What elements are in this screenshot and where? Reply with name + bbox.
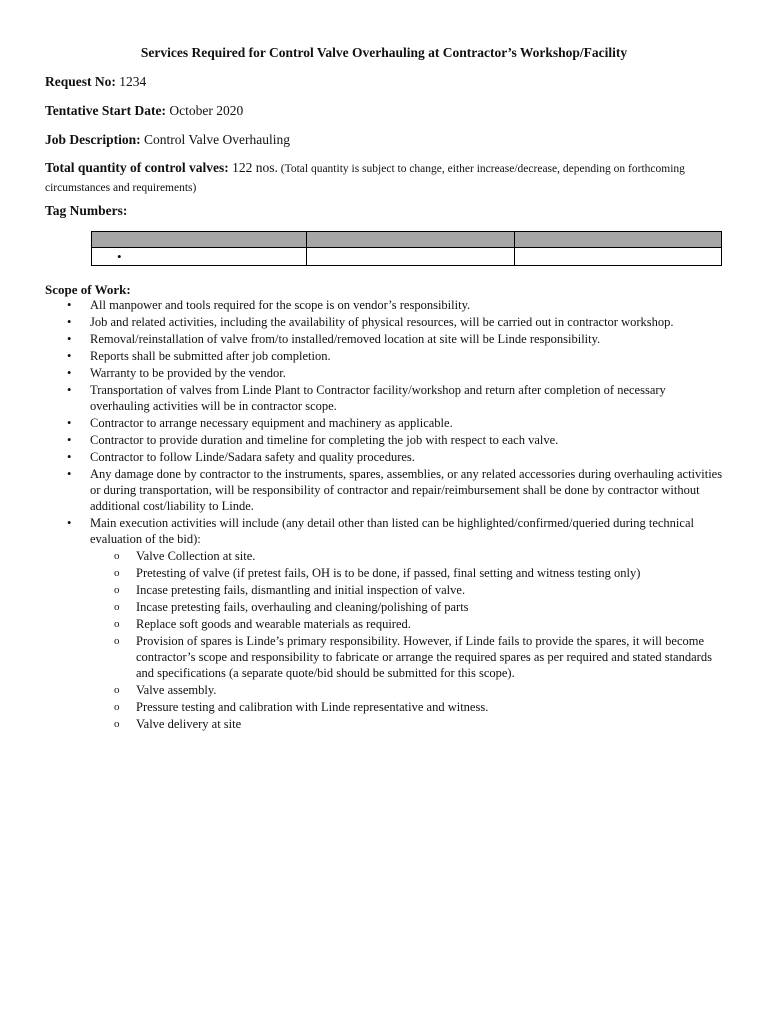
execution-item: o Incase pretesting fails, dismantling and initial inspection of valve. (90, 582, 725, 598)
tag-table-header-cell (307, 232, 515, 248)
tag-table-header-cell (515, 232, 722, 248)
request-no (45, 74, 146, 90)
execution-item: o Valve assembly. (90, 682, 725, 698)
execution-item: o Pretesting of valve (if pretest fails, OH is to be done, if passed, final setting and witness testing only) (90, 565, 725, 581)
tag-table-cell (92, 248, 307, 266)
job-description-value: Control Valve Overhauling (140, 132, 290, 147)
total-quantity (45, 159, 735, 197)
scope-item: • All manpower and tools required for the scope is on vendor’s responsibility. (45, 297, 725, 313)
document-title: Services Required for Control Valve Overhauling at Contractor’s Workshop/Facility (140, 45, 628, 60)
execution-item: o Incase pretesting fails, overhauling and cleaning/polishing of parts (90, 599, 725, 615)
total-quantity-label: Total quantity of control valves: (45, 160, 233, 175)
total-quantity-value: 122 nos. (232, 160, 278, 175)
scope-item: • Any damage done by contractor to the instruments, spares, assemblies, or any related accessories during overhauling activities or during transportation, will be responsibility of contractor and repair/reimbursement shall be done by contractor without additional cost/liability to Linde. (45, 466, 725, 514)
scope-item: • Contractor to arrange necessary equipment and machinery as applicable. (45, 415, 725, 431)
scope-item-text: Main execution activities will include (any detail other than listed can be highlighted/confirmed/queried during technical evaluation of the bid): (90, 516, 694, 546)
scope-item: • Warranty to be provided by the vendor. (45, 365, 725, 381)
scope-item: • Contractor to follow Linde/Sadara safety and quality procedures. (45, 449, 725, 465)
execution-item: o Replace soft goods and wearable materials as required. (90, 616, 725, 632)
start-date (45, 103, 243, 119)
scope-item: • Removal/reinstallation of valve from/to installed/removed location at site will be Linde responsibility. (45, 331, 725, 347)
tag-numbers-label: Tag Numbers: (45, 203, 128, 218)
job-description-label: Job Description: (45, 132, 141, 147)
start-date-label: Tentative Start Date: (45, 103, 166, 118)
scope-list (45, 297, 725, 733)
scope-item-execution (45, 515, 725, 732)
execution-item: o Valve Collection at site. (90, 548, 725, 564)
execution-list (90, 548, 725, 732)
scope-item: • Contractor to provide duration and timeline for completing the job with respect to each valve. (45, 432, 725, 448)
execution-item: o Pressure testing and calibration with Linde representative and witness. (90, 699, 725, 715)
tag-table-cell (515, 248, 722, 266)
execution-item: o Provision of spares is Linde’s primary responsibility. However, if Linde fails to provide the spares, it will become contractor’s scope and responsibility to fabricate or arrange the required spares as per required and stated standards and specifications (a separate quote/bid should be submitted for this scope). (90, 633, 725, 681)
tag-bullet: • (117, 249, 122, 264)
start-date-value: October 2020 (165, 103, 244, 118)
tag-table-row (92, 248, 722, 266)
scope-item: • Transportation of valves from Linde Plant to Contractor facility/workshop and return after completion of necessary overhauling activities will be in contractor scope. (45, 382, 725, 414)
scope-item: • Job and related activities, including the availability of physical resources, will be carried out in contractor workshop. (45, 314, 725, 330)
total-quantity-note: (Total quantity is subject to change, either increase/decrease, depending on forthcoming circumstances and requirements) (45, 163, 685, 194)
tag-table-cell (307, 248, 515, 266)
tag-numbers-table (91, 231, 722, 266)
tag-table-header-cell (92, 232, 307, 248)
scope-item: • Reports shall be submitted after job completion. (45, 348, 725, 364)
job-description (45, 132, 290, 148)
request-no-label: Request No: (45, 74, 116, 89)
scope-of-work-heading: Scope of Work: (45, 282, 131, 297)
tag-table-header-row (92, 232, 722, 248)
request-no-value: 1234 (115, 74, 147, 89)
execution-item: o Valve delivery at site (90, 716, 725, 732)
